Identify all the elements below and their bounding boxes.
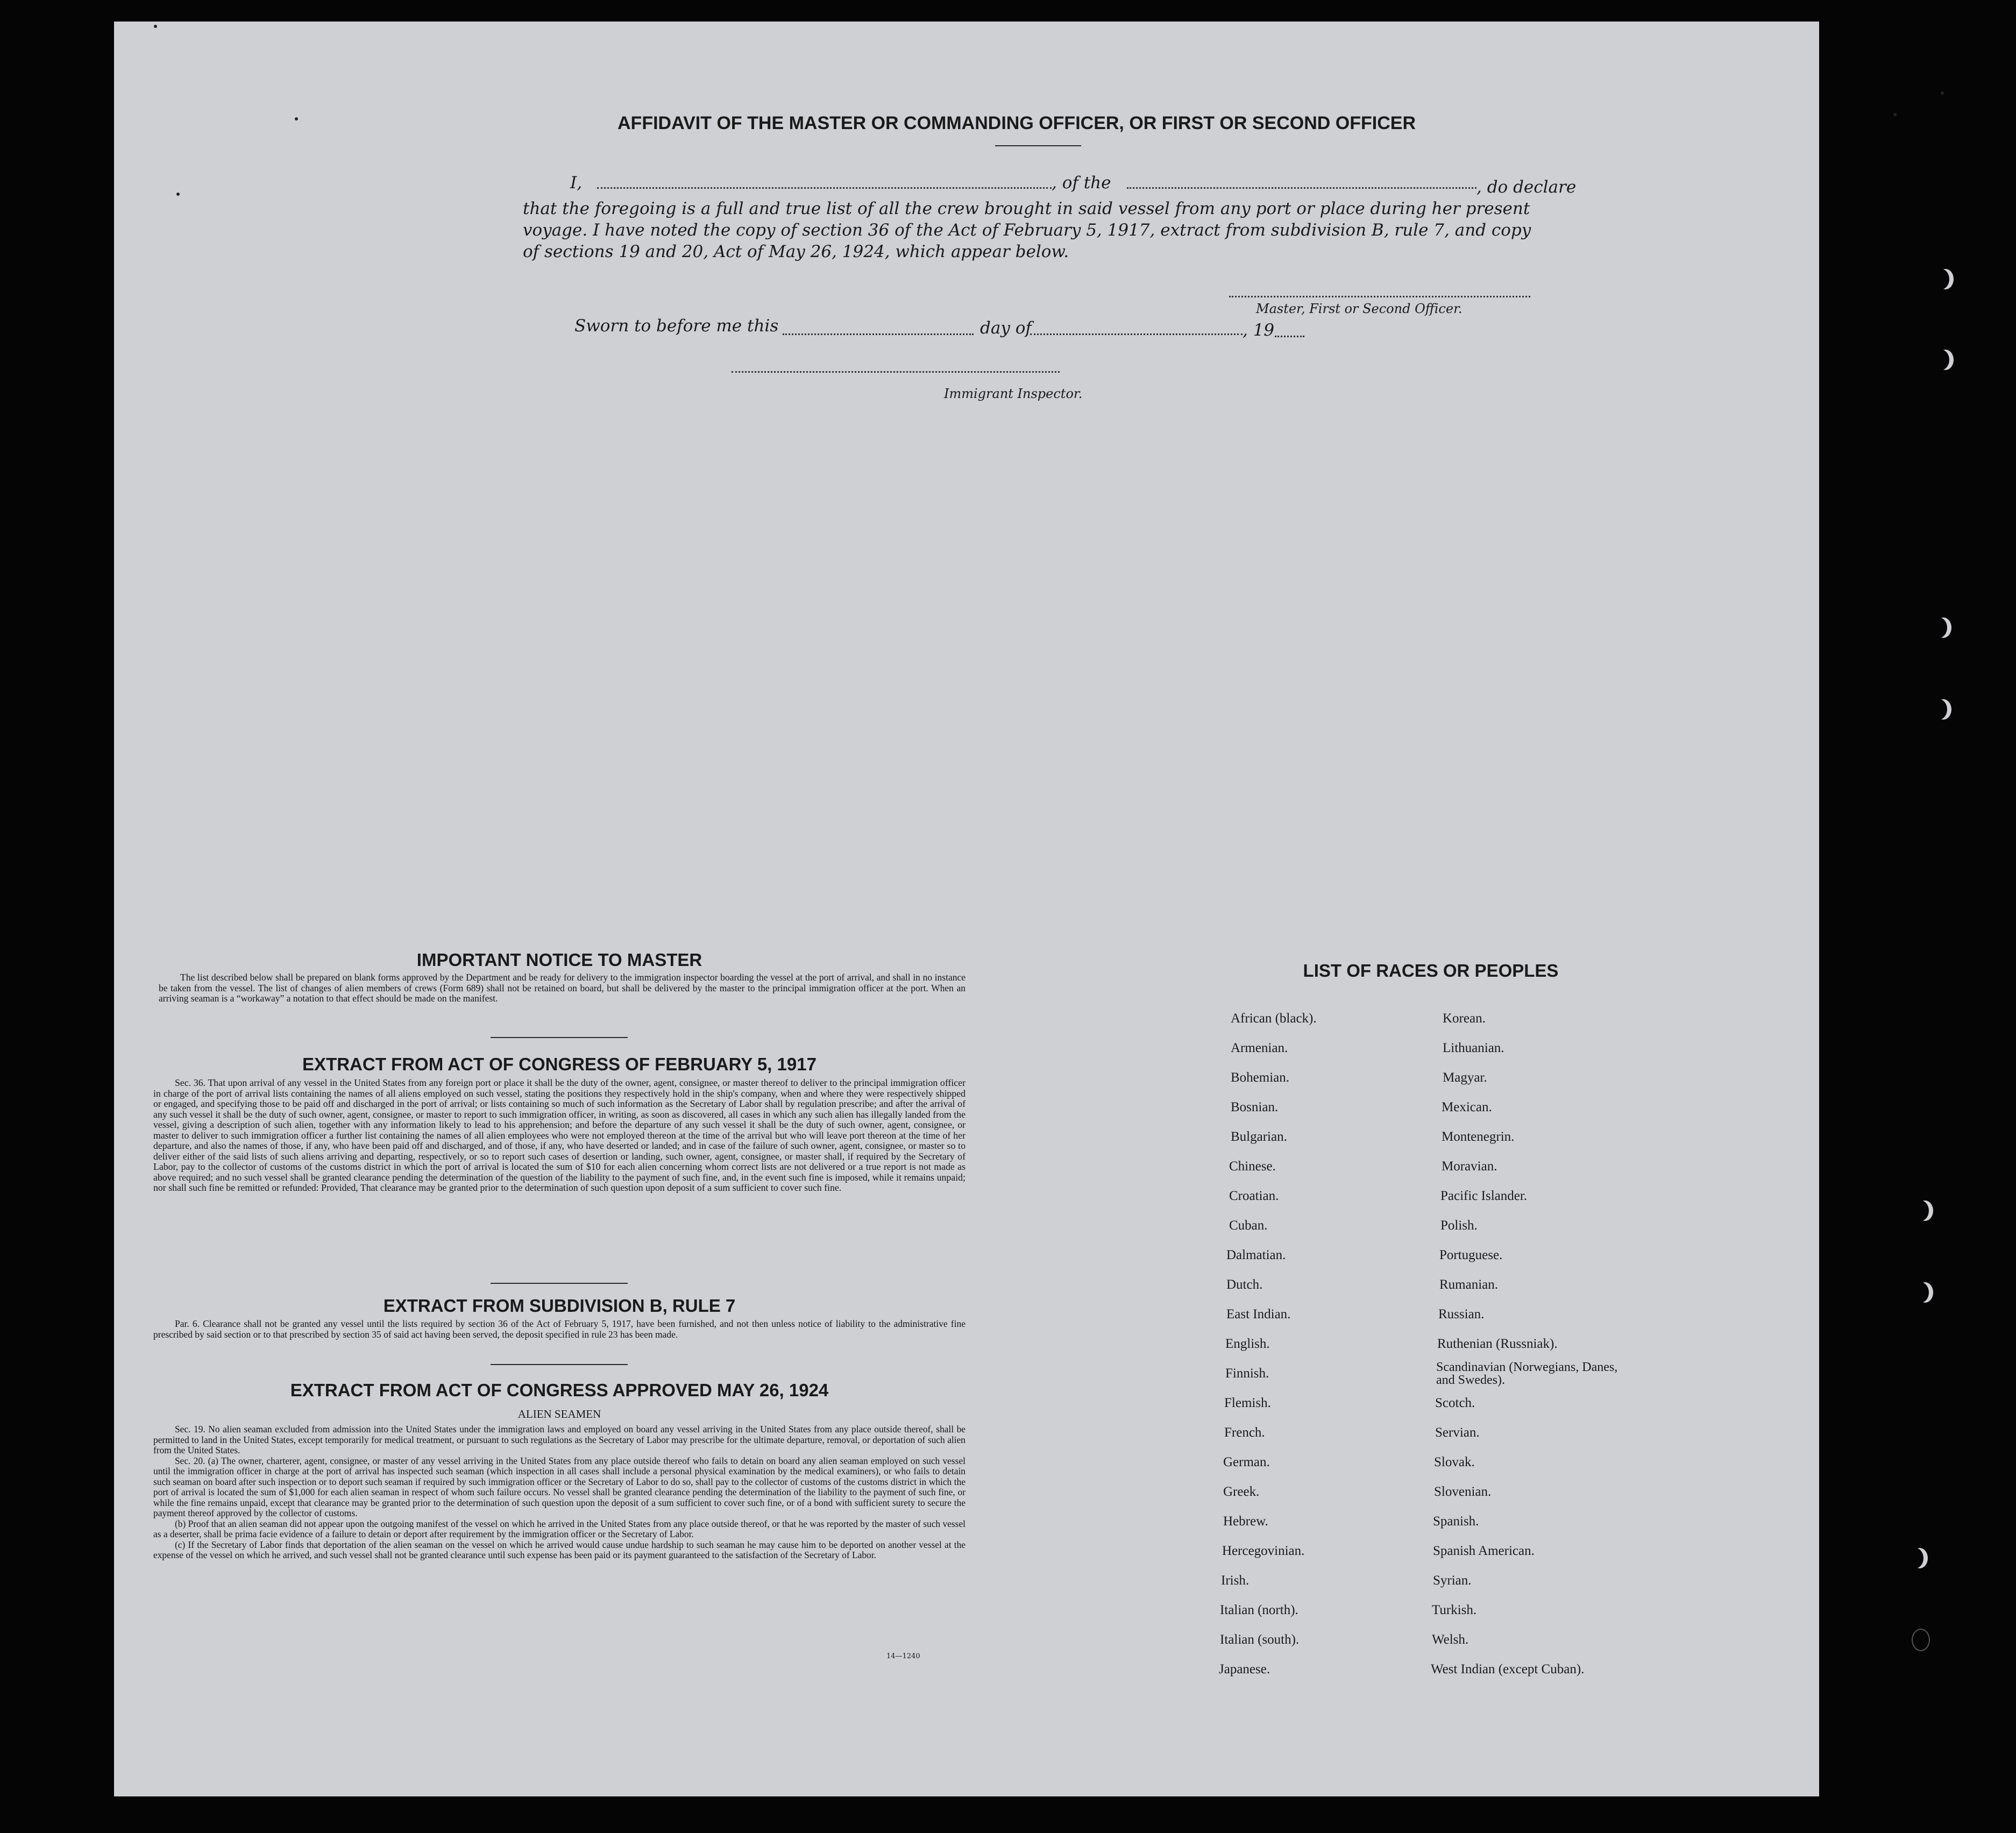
race-right-item: Welsh. [1432, 1632, 1469, 1647]
affidavit-of-the: , of the [1052, 173, 1111, 193]
race-left-item: Bohemian. [1231, 1070, 1290, 1085]
race-left-item: Cuban. [1229, 1218, 1268, 1233]
race-left-item: English. [1225, 1337, 1270, 1351]
year-blank[interactable] [1275, 336, 1304, 337]
section-36-paragraph: Sec. 36. That upon arrival of any vessel in the United States from any foreign port or place it shall be the duty of the owner, agent, consignee, or master thereof to deliver to the principal immigration officer in charge of the port of arrival lists containing the names of all aliens employed on such vessel, stating the positions they respectively hold in the ship's company, when and where they were respectively shipped or engaged, and specifying those to be paid off and discharged in the port of arrival; or lists containing so much of such information as the Secretary of Labor shall by regulation prescribe; and after the arrival of any such vessel it shall be the duty of such owner, agent, consignee, or master to report to such immigration officer, in writing, as soon as discovered, all cases in which any such alien has illegally landed from the vessel, giving a description of such alien, together with any information likely to lead to his apprehension; and before the departure of any such vessel it shall be the duty of such owner, agent, consignee, or master to deliver to such immigration officer a further list containing the names of all alien employees who were not employed thereon at the time of the arrival but who will leave port thereon at the time of her departure, and also the names of those, if any, who have been paid off and discharged, and of those, if any, who have deserted or landed; and in case of the failure of such owner, agent, consignee, or master so to deliver either of the said lists of such aliens arriving and departing, respectively, or so to report such cases of desertion or landing, such owner, agent, consignee, or master shall, if required by the Secretary of Labor, pay to the collector of customs of the customs district in which the port of arrival is located the sum of $10 for each alien concerning whom correct lists are not delivered or a true report is not made as above required; and no such vessel shall be granted clearance pending the determination of the question of the liability to the payment of such fine, and, in the event such fine is imposed, while it remains unpaid; nor shall such fine be remitted or refunded: Provided, That clearance may be granted prior to the determination of such question upon deposit of a sum sufficient to cover such fine. [153, 1077, 966, 1193]
affidavit-i: I, [570, 173, 583, 193]
race-left-item: East Indian. [1226, 1307, 1291, 1322]
vessel-blank[interactable] [1127, 187, 1476, 189]
name-blank[interactable] [597, 187, 1052, 189]
race-left-item: Greek. [1223, 1484, 1260, 1499]
section-20c-paragraph: (c) If the Secretary of Labor finds that deportation of the alien seaman on the vessel on which he arrived would cause undue hardship to such seaman he may cause him to be deported on another vessel at the expense of the vessel on which he arrived, and such vessel shall not be granted clearance until such expense has been paid or its payment guaranteed to the satisfaction of the Secretary of Labor. [153, 1539, 966, 1560]
notice-rule [491, 1037, 628, 1038]
race-left-item: Dutch. [1226, 1277, 1263, 1292]
punch-hole [1935, 699, 1951, 720]
race-right-item: Spanish. [1433, 1514, 1479, 1529]
section-20a-paragraph: Sec. 20. (a) The owner, charterer, agent, consignee, or master of any vessel arriving in the United States from any place outside thereof who fails to detain on board any alien seaman employed on such vessel until the immigration officer in charge at the port of arrival has inspected such seaman (which inspection in all cases shall include a personal physical examination by the medical examiners), or who fails to detain such seaman on board after such inspection or to deport such seaman if required by such immigration officer or the Secretary of Labor to do so, shall pay to the collector of customs of the customs district in which the port of arrival is located the sum of $1,000 for each alien seaman in respect of whom such failure occurs. No vessel shall be granted clearance pending the determination of the liability to the payment of such fine, or while the fine remains unpaid, except that clearance may be granted prior to the determination of such question upon the deposit of a sum sufficient to cover such fine, or of a bond with sufficient surety to secure the payment thereof approved by the collector of customs. [153, 1455, 966, 1518]
race-right-item: Slovenian. [1434, 1484, 1492, 1499]
race-left-item: Armenian. [1231, 1041, 1288, 1055]
rule-7-rule [491, 1364, 628, 1365]
race-right-item: Mexican. [1442, 1100, 1492, 1114]
race-right-item: Magyar. [1443, 1070, 1487, 1085]
scan-speck [295, 117, 298, 120]
race-right-item: Syrian. [1433, 1573, 1472, 1588]
inspector-label: Immigrant Inspector. [944, 386, 1083, 401]
punch-hole-empty [1912, 1629, 1930, 1651]
extract-1917-title: EXTRACT FROM ACT OF CONGRESS OF FEBRUARY 5, 1917 [302, 1054, 817, 1074]
affidavit-title: AFFIDAVIT OF THE MASTER OR COMMANDING OFFICER, OR FIRST OR SECOND OFFICER [617, 113, 1416, 133]
punch-hole [1917, 1200, 1933, 1221]
race-right-item: Slovak. [1434, 1455, 1475, 1469]
race-right-item: Turkish. [1432, 1603, 1477, 1617]
race-right-item: Korean. [1443, 1011, 1486, 1026]
race-left-item: Dalmatian. [1226, 1248, 1286, 1262]
race-left-item: Croatian. [1229, 1189, 1279, 1203]
race-right-item: Portuguese. [1439, 1248, 1503, 1262]
race-left-item: Italian (north). [1220, 1603, 1298, 1617]
day-of-label: day of [980, 318, 1032, 338]
race-right-item: Russian. [1438, 1307, 1485, 1322]
race-left-item: African (black). [1231, 1011, 1317, 1026]
affidavit-title-rule [995, 145, 1081, 146]
extract-1924-title: EXTRACT FROM ACT OF CONGRESS APPROVED MAY 26, 1924 [290, 1380, 829, 1400]
sworn-prefix: Sworn to before me this [574, 316, 779, 336]
race-left-item: Japanese. [1219, 1662, 1270, 1676]
scan-speck [1893, 113, 1897, 116]
race-right-item: Rumanian. [1439, 1277, 1499, 1292]
race-right-item: Servian. [1435, 1425, 1480, 1440]
section-20b-paragraph: (b) Proof that an alien seaman did not appear upon the outgoing manifest of the vessel on which he arrived in the United States from any place outside thereof, or that he was reported by the master of such vessel as a deserter, shall be prima facie evidence of a failure to detain or deport after requirement by the immigration officer or the Secretary of Labor. [153, 1518, 966, 1539]
par-6-paragraph: Par. 6. Clearance shall not be granted any vessel until the lists required by section 36 of the Act of February 5, 1917, have been furnished, and not then unless notice of liability to the administrative fine prescribed by said section or to that prescribed by section 35 of said act having been served, the deposit specified in rule 23 has been made. [153, 1318, 966, 1340]
race-left-item: Hercegovinian. [1222, 1544, 1305, 1558]
race-left-item: Italian (south). [1220, 1632, 1300, 1647]
master-signature-blank[interactable] [1229, 296, 1530, 297]
race-left-item: Hebrew. [1223, 1514, 1268, 1529]
races-title: LIST OF RACES OR PEOPLES [1303, 961, 1559, 981]
race-right-item: Ruthenian (Russniak). [1437, 1337, 1558, 1351]
race-right-item: Spanish American. [1433, 1544, 1535, 1558]
master-label: Master, First or Second Officer. [1256, 301, 1463, 316]
scan-speck [176, 193, 180, 196]
race-left-item: Flemish. [1224, 1396, 1271, 1410]
race-right-item: Scandinavian (Norwegians, Danes, and Swedes). [1436, 1360, 1618, 1387]
notice-paragraph: The list described below shall be prepared on blank forms approved by the Department and be ready for delivery to the immigration inspector boarding the vessel at the port of arrival, and shall in no instance be taken from the vessel. The list of changes of alien members of crews (Form 689) shall not be retained on board, but shall be delivered by the master to the principal immigration officer at the port. When an arriving seaman is a “workaway” a notation to that effect should be made on the manifest. [159, 972, 966, 1004]
race-right-item: Scotch. [1435, 1396, 1475, 1410]
extract-1917-text [153, 1078, 966, 1193]
race-left-item: German. [1223, 1455, 1270, 1469]
affidavit-declare: , do declare [1476, 177, 1577, 197]
punch-hole [1935, 617, 1951, 638]
form-number: 14—1240 [886, 1652, 920, 1660]
affidavit-line-2: that the foregoing is a full and true list of all the crew brought in said vessel from any port or place during her present [523, 199, 1530, 218]
sworn-day-blank[interactable] [783, 333, 974, 335]
race-left-item: Finnish. [1225, 1366, 1269, 1381]
punch-hole [1937, 350, 1954, 370]
inspector-signature-blank[interactable] [732, 371, 1060, 373]
race-right-item: Lithuanian. [1443, 1041, 1504, 1055]
race-left-item: French. [1224, 1425, 1265, 1440]
race-left-item: Chinese. [1229, 1159, 1276, 1174]
race-right-item: Polish. [1440, 1218, 1478, 1233]
affidavit-line-4: of sections 19 and 20, Act of May 26, 1924, which appear below. [523, 242, 1069, 261]
race-right-item: West Indian (except Cuban). [1431, 1662, 1585, 1676]
race-left-item: Bulgarian. [1231, 1129, 1287, 1144]
alien-seamen-subtitle: ALIEN SEAMEN [517, 1408, 601, 1420]
rule-7-text [153, 1319, 966, 1340]
scan-speck [154, 25, 157, 28]
rule-7-title: EXTRACT FROM SUBDIVISION B, RULE 7 [383, 1296, 736, 1316]
section-19-paragraph: Sec. 19. No alien seaman excluded from admission into the United States under the immigration laws and employed on board any vessel arriving in the United States from any place outside thereof, shall be permitted to land in the United States, except temporarily for medical treatment, or pursuant to such regulations as the Secretary of Labor may prescribe for the ultimate departure, removal, or deportation of such alien from the United States. [153, 1424, 966, 1455]
race-left-item: Irish. [1221, 1573, 1250, 1588]
year-prefix: , 19 [1243, 321, 1275, 340]
punch-hole [1912, 1548, 1928, 1568]
scan-speck [1941, 91, 1944, 95]
affidavit-line-3: voyage. I have noted the copy of section 36 of the Act of February 5, 1917, extract from subdivision B, rule 7, and copy [523, 221, 1531, 240]
punch-hole [1937, 269, 1954, 289]
extract-1917-rule [491, 1283, 628, 1284]
notice-title: IMPORTANT NOTICE TO MASTER [416, 950, 702, 970]
extract-1924-text [153, 1424, 966, 1561]
race-right-item: Pacific Islander. [1440, 1189, 1528, 1203]
race-right-item: Moravian. [1442, 1159, 1497, 1174]
notice-text [159, 972, 966, 1004]
sworn-month-blank[interactable] [1030, 333, 1243, 335]
race-right-item: Montenegrin. [1442, 1129, 1515, 1144]
punch-hole [1917, 1282, 1933, 1303]
race-left-item: Bosnian. [1231, 1100, 1279, 1114]
